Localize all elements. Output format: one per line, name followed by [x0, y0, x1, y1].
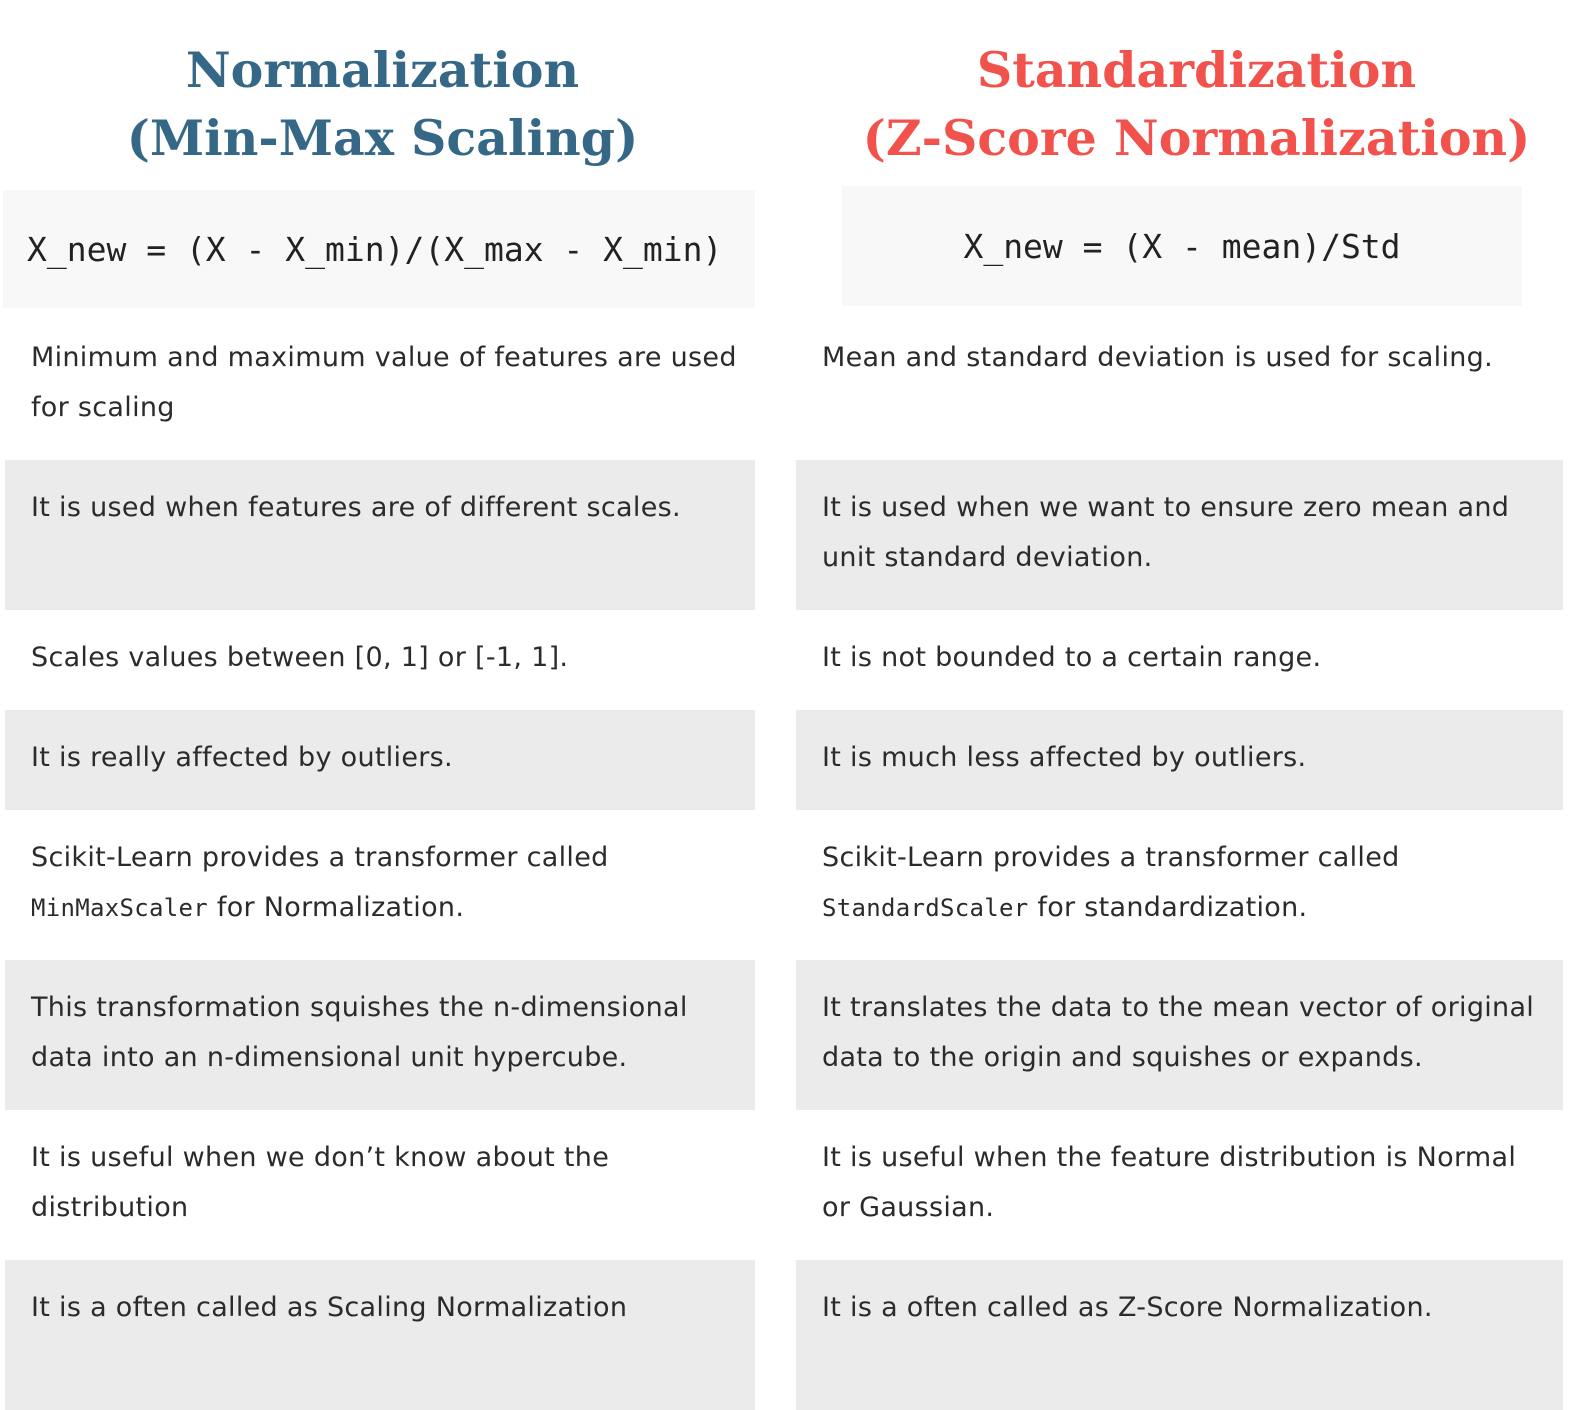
normalization-row-7: It is useful when we don’t know about the distribution [31, 1142, 610, 1223]
standardization-formula: X_new = (X - mean)/Std [842, 186, 1522, 306]
standardization-column [796, 310, 1563, 1410]
standardization-row-2: It is used when we want to ensure zero mean and unit standard deviation. [796, 460, 1563, 610]
normalization-row-5-text: Scikit-Learn provides a transformer called [31, 842, 609, 873]
normalization-row-4: It is really affected by outliers. [5, 710, 755, 810]
minmaxscaler-code: MinMaxScaler [31, 894, 208, 922]
normalization-row-2: It is used when features are of different scales. [5, 460, 755, 610]
standardization-row-7: It is useful when the feature distribution is Normal or Gaussian. [822, 1142, 1517, 1223]
standardization-row-6: It translates the data to the mean vector of original data to the origin and squishes or expands. [796, 960, 1563, 1110]
standardization-row-4: It is much less affected by outliers. [796, 710, 1563, 810]
normalization-row-3: Scales values between [0, 1] or [-1, 1]. [31, 642, 569, 673]
normalization-column [5, 310, 755, 1410]
normalization-title-line2: (Min-Max Scaling) [126, 109, 639, 167]
normalization-row-8: It is a often called as Scaling Normalization [5, 1260, 755, 1410]
standardization-row-5 [796, 810, 1563, 960]
normalization-row-5-suffix: for Normalization. [216, 892, 465, 923]
normalization-row-5 [5, 810, 755, 960]
normalization-title [0, 36, 765, 172]
normalization-formula: X_new = (X - X_min)/(X_max - X_min) [3, 190, 755, 308]
standardization-row-3: It is not bounded to a certain range. [822, 642, 1322, 673]
standardization-title-line2: (Z-Score Normalization) [862, 109, 1531, 167]
normalization-row-1: Minimum and maximum value of features are used for scaling [31, 342, 737, 423]
standardization-row-1: Mean and standard deviation is used for scaling. [822, 342, 1494, 373]
standardization-title-line1: Standardization [976, 41, 1417, 99]
standardization-row-5-text: Scikit-Learn provides a transformer called [822, 842, 1400, 873]
standardization-row-8: It is a often called as Z-Score Normalization. [796, 1260, 1563, 1410]
standardization-title [805, 36, 1588, 172]
standardscaler-code: StandardScaler [822, 894, 1029, 922]
standardization-row-5-suffix: for standardization. [1037, 892, 1308, 923]
normalization-title-line1: Normalization [185, 41, 580, 99]
normalization-row-6: This transformation squishes the n-dimensional data into an n-dimensional unit hypercube. [5, 960, 755, 1110]
